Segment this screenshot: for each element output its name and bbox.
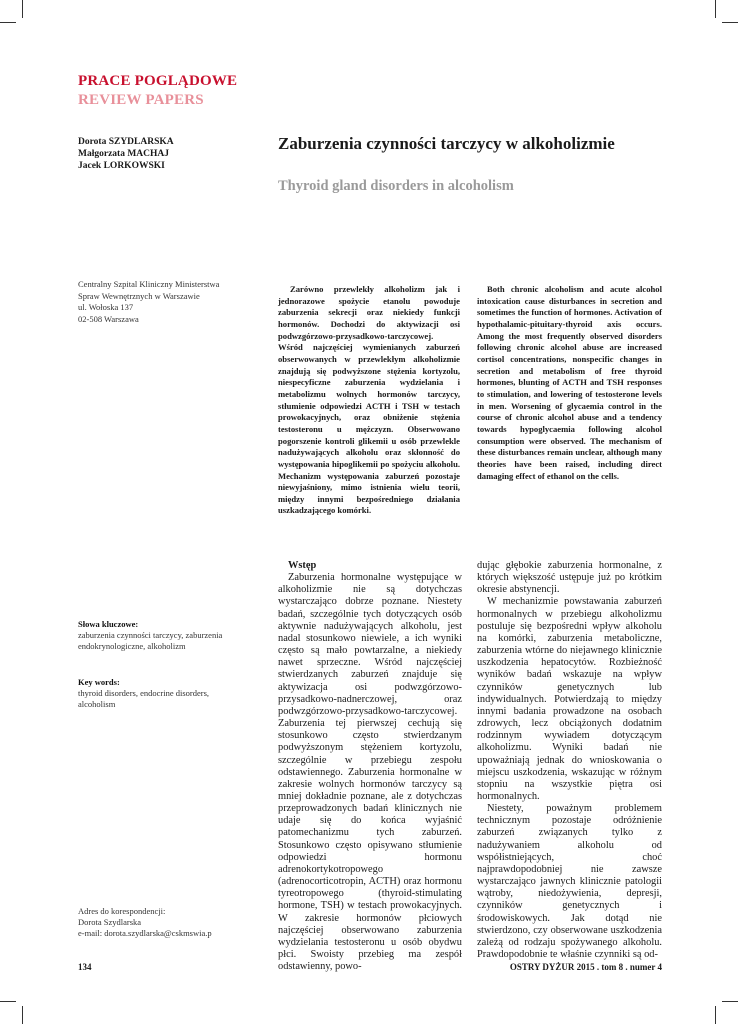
abstract-pl: Zarówno przewlekły alkoholizm jak i jednorazowe spożycie etanolu powoduje zaburzenia sekrecji oraz niekiedy funkcji hormonów. Dochodzi do aktywizacji osi podwzgórzowo-przysadkowo-tarczycowej. Wśród najczęściej wymienianych zaburzeń obserwowanych w przewlekłym alkoholizmie znajdują się podwyższone stężenia kortyzolu, niespecyficzne zaburzenia wydzielania i metabolizmu wolnych hormonów tarczycy, stłumienie odpowiedzi ACTH i TSH w testach prowokacyjnych, oraz obniżenie stężenia testosteronu u mężczyzn. Obserwowano pogorszenie kontroli glikemii u osób przewlekle nadużywających alkoholu oraz skłonność do występowania hipoglikemii po spożyciu alkoholu. Mechanizm występowania zaburzeń pozostaje niewyjaśniony, mimo istnienia wielu teorii, między innymi bezpośredniego działania uszkadzającego komórki.: [278, 284, 460, 516]
body-paragraph: Niestety, poważnym problemem technicznym pozostaje odróżnienie zaburzeń związanych tylko z nadużywaniem alkoholu od współistniejących, choć najprawdopodobniej nie zawsze wystarczająco jawnych klinicznie patologii wątroby, niedożywienia, depresji, czynników genetycznych i środowiskowych. Jak dotąd nie stwierdzono, czy obserwowane uszkodzenia zależą od rodzaju spożywanego alkoholu. Prawdopodobnie te właśnie czynniki są od-: [477, 803, 662, 960]
body-column-2: [477, 560, 662, 961]
affiliation: [78, 279, 219, 325]
affiliation-line: ul. Wołoska 137: [78, 302, 134, 313]
keywords-en-heading: Key words:: [78, 677, 120, 687]
crop-mark: [715, 0, 716, 18]
crop-mark: [722, 1001, 738, 1002]
body-column-1: [278, 560, 462, 973]
journal-footer: OSTRY DYŻUR 2015 . tom 8 . numer 4: [509, 962, 662, 972]
author: Dorota SZYDLARSKA: [78, 137, 174, 147]
crop-mark: [22, 0, 23, 18]
author-list: [78, 136, 174, 172]
body-paragraph: dując głębokie zaburzenia hormonalne, z których większość ustępuje już po krótkim okresie abstynencji.: [477, 560, 662, 596]
article-title-en: Thyroid gland disorders in alcoholism: [278, 178, 514, 194]
section-label-en: REVIEW PAPERS: [78, 92, 204, 108]
crop-mark: [22, 1006, 23, 1024]
keywords-pl: [78, 619, 248, 653]
author: Jacek LORKOWSKI: [78, 161, 165, 171]
crop-mark: [0, 1001, 16, 1002]
body-paragraph: W mechanizmie powstawania zaburzeń hormonalnych w przebiegu alkoholizmu postuluje się bezpośredni wpływ alkoholu na komórki, zaburzenia metaboliczne, zaburzenia wtórne do niejawnego klinicznie uszkodzenia hepatocytów. Rozbieżność wyników badań wskazuje na wpływ czynników genetycznych lub indywidualnych. Potwierdzają to między innymi badania prowadzone na osobach zdrowych, lecz obciążonych dodatnim rodzinnym wywiadem dotyczącym alkoholizmu. Wyniki badań nie upoważniają jednak do wnioskowania o miejscu uszkodzenia, wskazując w różnym stopniu na wszystkie piętra osi hormonalnych.: [477, 596, 662, 802]
keywords-pl-heading: Słowa kluczowe:: [78, 619, 139, 629]
keywords-en: [78, 677, 248, 711]
abstract-en: Both chronic alcoholism and acute alcohol intoxication cause disturbances in secretion and sometimes the function of hormones. Activation of hypothalamic-pituitary-thyroid axis occurs. Among the most frequently observed disorders following chronic alcohol abuse are increased cortisol concentrations, nonspecific changes in secretion and metabolism of free thyroid hormones, blunting of ACTH and TSH responses to stimulation, and lowering of testosterone levels in men. Worsening of glycaemia control in the course of chronic alcohol abuse and a tendency towards hypoglycaemia following alcohol consumption were observed. The mechanism of these disturbances remain unclear, although many theories have been raised, including direct damaging effect of ethanol on the cells.: [477, 284, 662, 481]
article-title-pl: Zaburzenia czynności tarczycy w alkoholizmie: [278, 134, 615, 153]
affiliation-line: Spraw Wewnętrznych w Warszawie: [78, 290, 200, 301]
section-label-pl: PRACE POGLĄDOWE: [78, 73, 238, 89]
keywords-pl-text: zaburzenia czynności tarczycy, zaburzenia endokrynologiczne, alkoholizm: [78, 630, 223, 652]
affiliation-line: 02-508 Warszawa: [78, 313, 139, 324]
section-heading-intro: Wstęp: [288, 560, 317, 571]
correspondence-email[interactable]: e-mail: dorota.szydlarska@cskmswia.p: [78, 928, 212, 939]
correspondence-name: Dorota Szydlarska: [78, 917, 142, 928]
crop-mark: [722, 22, 738, 23]
page-number: 134: [78, 962, 92, 972]
affiliation-line: Centralny Szpital Kliniczny Ministerstwa: [78, 279, 220, 289]
author: Małgorzata MACHAJ: [78, 149, 170, 159]
body-paragraph: Zaburzenia hormonalne występujące w alkoholizmie nie są dotychczas wystarczająco dobrze poznane. Niestety badań, szczególnie tych dotyczących osób aktywnie nadużywających alkoholu, jest nadal stosunkowo niewiele, a ich wyniki często są mało powtarzalne, a niekiedy nawet sprzeczne. Wśród najczęściej stwierdzanych zaburzeń znajduje się aktywizacja osi podwzgórzowo-przysadkowo-nadnerczowej, oraz podwzgórzowo-przysadkowo-tarczycowej. Zaburzenia tej pierwszej cechują się stosunkowo często stwierdzanym podwyższonym stężeniem kortyzolu, szczególnie w przebiegu zespołu odstawiennego. Zaburzenia hormonalne w zakresie wolnych hormonów tarczycy są mniej dokładnie poznane, ale z dotychczas przeprowadzonych badań klinicznych nie udaje się do końca wyjaśnić patomechanizmu tych zaburzeń. Stosunkowo często opisywano stłumienie odpowiedzi hormonu adrenokortykotropowego (adrenocorticotropin, ACTH) oraz hormonu tyreotropowego (thyroid-stimulating hormone, TSH) w testach prowokacyjnych. W zakresie hormonów płciowych najczęściej obserwowano zaburzenia wydzielania testosteronu u osób obydwu płci. Swoisty przebieg ma zespół odstawienny, powo-: [278, 572, 462, 973]
keywords-en-text: thyroid disorders, endocrine disorders, alcoholism: [78, 688, 210, 710]
crop-mark: [715, 1006, 716, 1024]
correspondence-heading: Adres do korespondencji:: [78, 906, 166, 916]
crop-mark: [0, 22, 16, 23]
correspondence: [78, 906, 248, 940]
